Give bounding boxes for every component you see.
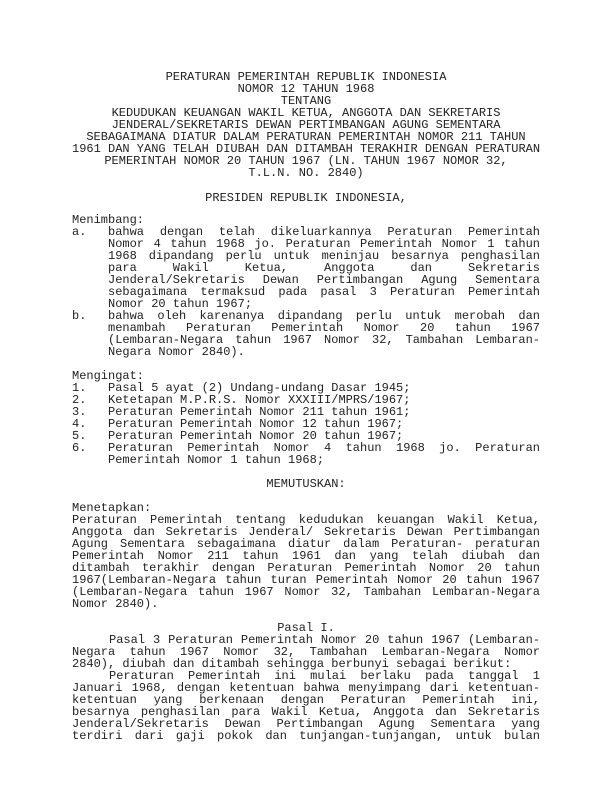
president-heading: PRESIDEN REPUBLIK INDONESIA, [205, 191, 407, 205]
title-line: T.L.N. NO. 2840) [248, 166, 364, 180]
list-item [72, 442, 540, 466]
memutuskan-heading: MEMUTUSKAN: [266, 477, 346, 491]
title-line: NOMOR 12 TAHUN 1968 [237, 82, 375, 96]
item-text: Peraturan Pemerintah Nomor 12 tahun 1967; [108, 417, 404, 431]
title-line: PERATURAN PEMERINTAH REPUBLIK INDONESIA [165, 70, 447, 84]
mengingat-heading: Mengingat: [72, 369, 145, 383]
item-label: 3. [72, 405, 87, 419]
pasal-paragraph: Peraturan Pemerintah ini mulai berlaku pada tanggal 1 Januari 1968, dengan ketentuan bahwa menyimpang dari ketentuan-ketentuan yang berkenaan dengan Peraturan Pemerintah ini, besarnya penghasilan para Wakil Ketua, Anggota dan Sekretaris Jenderal/Sekretaris Dewan Pertimbangan Agung Sementara yang terdiri dari gaji pokok dan tunjangan-tunjangan, untuk bulan [72, 669, 540, 743]
menimbang-heading: Menimbang: [72, 213, 145, 227]
item-label: 5. [72, 429, 87, 443]
item-text: Peraturan Pemerintah Nomor 211 tahun 1961; [108, 405, 411, 419]
item-label: 2. [72, 393, 87, 407]
item-label: 1. [72, 381, 87, 395]
item-label: b. [72, 309, 87, 323]
pasal-heading: Pasal I. [277, 621, 335, 635]
list-item [72, 310, 540, 358]
item-label: a. [72, 225, 87, 239]
title-line: JENDERAL/SEKRETARIS DEWAN PERTIMBANGAN AGUNG SEMENTARA [111, 118, 501, 132]
item-text: Peraturan Pemerintah Nomor 4 tahun 1968 jo. Peraturan Pemerintah Nomor 1 tahun 1968; [108, 441, 540, 467]
pasal-paragraph: Pasal 3 Peraturan Pemerintah Nomor 20 tahun 1967 (Lembaran-Negara tahun 1967 Nomor 32, Tambahan Lembaran-Negara Nomor 2840), diubah dan ditambah sehingga berbunyi sebagai berikut: [72, 633, 540, 671]
item-text: bahwa oleh karenanya dipandang perlu untuk merobah dan menambah Peraturan Pemerintah Nomor 20 tahun 1967 (Lembaran-Negara tahun 1967 Nomor 32, Tambahan Lembaran-Negara Nomor 2840). [108, 309, 540, 359]
title-line: TENTANG [280, 94, 332, 108]
item-text: Pasal 5 ayat (2) Undang-undang Dasar 1945; [108, 381, 411, 395]
title-line: KEDUDUKAN KEUANGAN WAKIL KETUA, ANGGOTA DAN SEKRETARIS [111, 106, 501, 120]
title-line: 1961 DAN YANG TELAH DIUBAH DAN DITAMBAH TERAKHIR DENGAN PERATURAN [72, 142, 541, 156]
item-text: Peraturan Pemerintah Nomor 20 tahun 1967; [108, 429, 404, 443]
document-page [72, 71, 540, 742]
document-title [72, 71, 540, 179]
menetapkan-heading: Menetapkan: [72, 501, 152, 515]
title-line: PEMERINTAH NOMOR 20 TAHUN 1967 (LN. TAHUN 1967 NOMOR 32, [104, 154, 508, 168]
item-text: Ketetapan M.P.R.S. Nomor XXXIII/MPRS/1967; [108, 393, 411, 407]
list-item [72, 226, 540, 310]
item-text: bahwa dengan telah dikeluarkannya Peraturan Pemerintah Nomor 4 tahun 1968 jo. Peraturan Pemerintah Nomor 1 tahun 1968 dipandang perlu untuk meninjau besarnya penghasilan para Wakil Ketua, Anggota dan Sekretaris Jenderal/Sekretaris Dewan Pertimbangan Agung Sementara sebagaimana termaksud pada pasal 3 Peraturan Pemerintah Nomor 20 tahun 1967; [108, 225, 540, 311]
item-label: 6. [72, 441, 87, 455]
item-label: 4. [72, 417, 87, 431]
title-line: SEBAGAIMANA DIATUR DALAM PERATURAN PEMERINTAH NOMOR 211 TAHUN [86, 130, 526, 144]
menetapkan-text: Peraturan Pemerintah tentang kedudukan keuangan Wakil Ketua, Anggota dan Sekretaris Jenderal/ Sekretaris Dewan Pertimbangan Agung Sementara sebagaimana diatur dalam Peraturan- peraturan Pemerintah Nomor 211 tahun 1961 dan yang telah diubah dan ditambah terakhir dengan Peraturan Pemerintah Nomor 20 tahun 1967(Lembaran-Negara tahun turan Pemerintah Nomor 20 tahun 1967 (Lembaran-Negara tahun 1967 Nomor 32, Tambahan Lembaran-Negara Nomor 2840). [72, 513, 540, 611]
